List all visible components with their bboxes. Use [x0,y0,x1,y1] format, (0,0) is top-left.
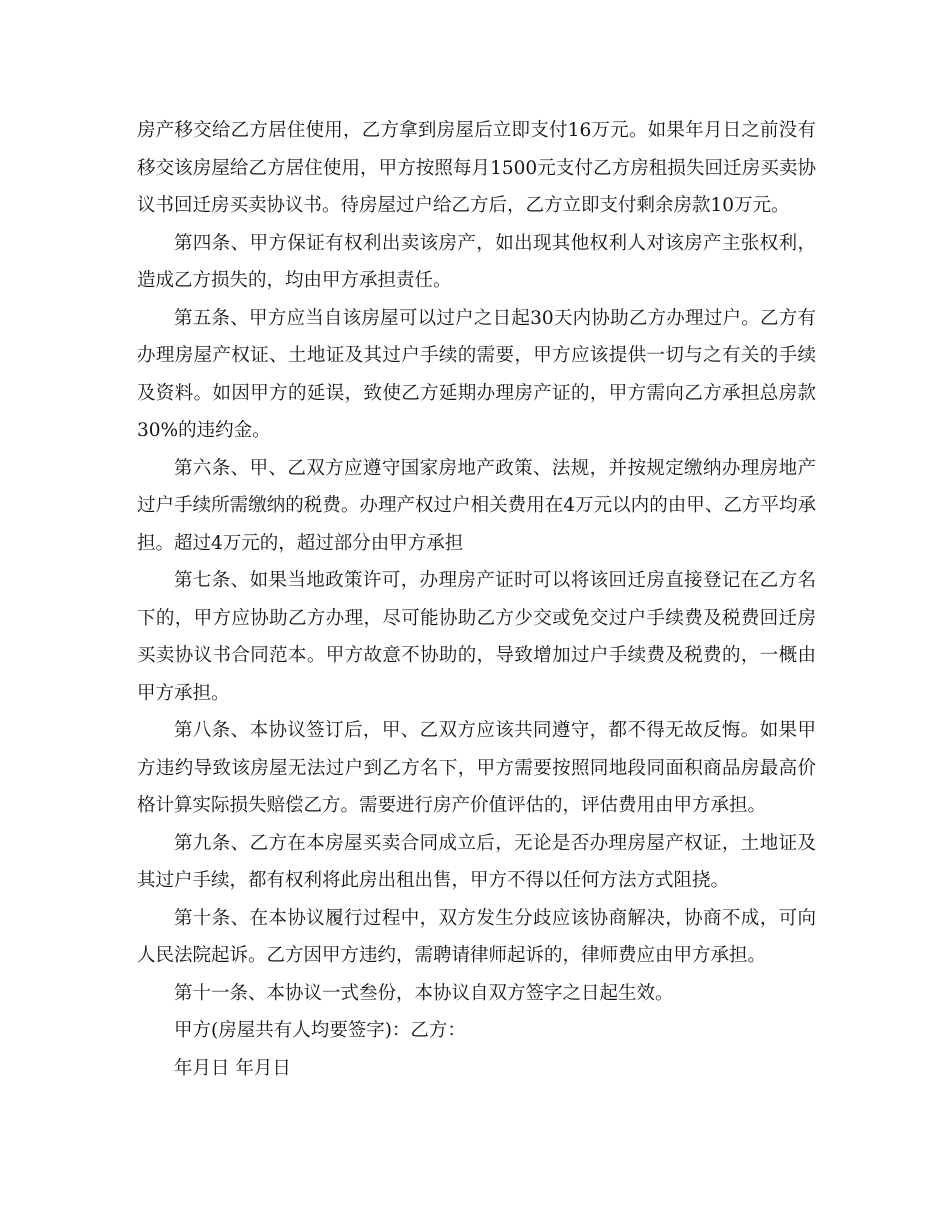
document-body [137,112,816,1087]
paragraph-article-4: 第四条、甲方保证有权利出卖该房产，如出现其他权利人对该房产主张权利，造成乙方损失的，均由甲方承担责任。 [137,232,816,291]
paragraph-article-7: 第七条、如果当地政策许可，办理房产证时可以将该回迁房直接登记在乙方名下的，甲方应协助乙方办理，尽可能协助乙方少交或免交过户手续费及税费回迁房买卖协议书合同范本。甲方故意不协助的，导致增加过户手续费及税费的，一概由甲方承担。 [137,570,816,704]
paragraph-article-6: 第六条、甲、乙双方应遵守国家房地产政策、法规，并按规定缴纳办理房地产过户手续所需缴纳的税费。办理产权过户相关费用在4万元以内的由甲、乙方平均承担。超过4万元的，超过部分由甲方承担 [137,457,816,554]
date-line: 年月日 年月日 [174,1057,291,1079]
paragraph-article-8: 第八条、本协议签订后，甲、乙双方应该共同遵守，都不得无故反悔。如果甲方违约导致该房屋无法过户到乙方名下，甲方需要按照同地段同面积商品房最高价格计算实际损失赔偿乙方。需要进行房产价值评估的，评估费用由甲方承担。 [137,720,816,816]
paragraph-article-5: 第五条、甲方应当自该房屋可以过户之日起30天内协助乙方办理过户。乙方有办理房屋产权证、土地证及其过户手续的需要，甲方应该提供一切与之有关的手续及资料。如因甲方的延误，致使乙方延期办理房产证的，甲方需向乙方承担总房款30%的违约金。 [137,307,816,441]
paragraph-article-11: 第十一条、本协议一式叁份，本协议自双方签字之日起生效。 [174,982,674,1004]
paragraph-payment-terms: 房产移交给乙方居住使用，乙方拿到房屋后立即支付16万元。如果年月日之前没有移交该房屋给乙方居住使用，甲方按照每月1500元支付乙方房租损失回迁房买卖协议书回迁房买卖协议书。待房屋过户给乙方后，乙方立即支付剩余房款10万元。 [137,120,816,216]
paragraph-article-9: 第九条、乙方在本房屋买卖合同成立后，无论是否办理房屋产权证，土地证及其过户手续，都有权利将此房出租出售，甲方不得以任何方法方式阻挠。 [137,832,816,891]
paragraph-article-10: 第十条、在本协议履行过程中，双方发生分歧应该协商解决，协商不成，可向人民法院起诉。乙方因甲方违约，需聘请律师起诉的，律师费应由甲方承担。 [137,907,816,966]
signature-line: 甲方(房屋共有人均要签字)：乙方： [174,1020,466,1041]
